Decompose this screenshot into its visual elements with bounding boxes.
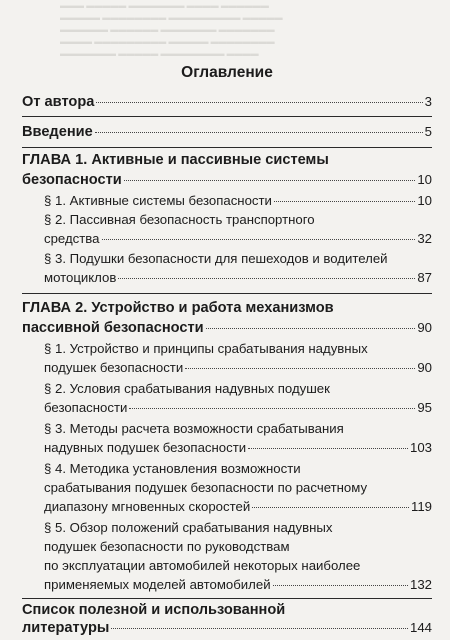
toc-ch2-section-4-line-2: срабатывания подушек безопасности по расчетному [44,480,368,495]
section-divider [22,293,432,294]
toc-chapter-1 [22,172,432,192]
toc-entry-label: безопасности [44,400,128,415]
dot-leader [118,278,415,279]
dot-leader [274,201,415,202]
toc-ch2-section-3 [44,440,432,460]
toc-ch1-section-2-line-1: § 2. Пассивная безопасность транспортного [44,212,315,227]
toc-page-number: 87 [417,270,432,285]
toc-bibliography [22,620,432,640]
dot-leader [96,102,422,103]
dot-leader [111,628,408,629]
toc-entry-label: пассивной безопасности [22,320,204,336]
toc-entry-from-author [22,94,432,114]
toc-entry-label: диапазону мгновенных скоростей [44,499,251,514]
dot-leader [273,585,408,586]
toc-page-number: 90 [417,360,432,375]
toc-ch2-section-2-line-1: § 2. Условия срабатывания надувных подушек [44,381,330,396]
toc-ch1-section-3-line-1: § 3. Подушки безопасности для пешеходов и водителей [44,251,388,266]
toc-entry-label: подушек безопасности [44,360,184,375]
section-divider [22,147,432,148]
toc-entry-label: От автора [22,94,95,110]
section-divider [22,116,432,117]
toc-page-number: 5 [424,124,432,139]
toc-entry-label: Введение [22,124,93,140]
toc-entry-label: мотоциклов [44,270,117,285]
toc-chapter-2 [22,320,432,340]
dot-leader [129,408,415,409]
toc-ch2-section-5-line-1: § 5. Обзор положений срабатывания надувных [44,520,333,535]
toc-entry-label: средства [44,231,100,246]
dot-leader [185,368,415,369]
toc-ch1-section-1 [44,193,432,213]
toc-entry-label: § 1. Активные системы безопасности [44,193,272,208]
dot-leader [206,328,416,329]
toc-entry-label: надувных подушек безопасности [44,440,247,455]
dot-leader [95,132,423,133]
toc-page-number: 144 [409,620,432,635]
toc-page-number: 10 [417,172,432,187]
toc-ch2-section-1-line-1: § 1. Устройство и принципы срабатывания надувных [44,341,368,356]
toc-bibliography-line-1: Список полезной и использованной [22,602,286,618]
section-divider [22,598,432,599]
toc-page-number: 132 [409,577,432,592]
toc-page-number: 119 [410,499,432,514]
toc-page-number: 3 [424,94,432,109]
dot-leader [124,180,416,181]
toc-entry-label: литературы [22,620,110,636]
toc-entry-introduction [22,124,432,144]
toc-title: Оглавление [181,64,273,81]
dot-leader [248,448,408,449]
toc-ch2-section-5 [44,577,432,597]
toc-ch1-section-3 [44,270,432,290]
toc-ch2-section-1 [44,360,432,380]
toc-ch2-section-5-line-3: по эксплуатации автомобилей некоторых наиболее [44,558,361,573]
toc-ch2-section-4-line-1: § 4. Методика установления возможности [44,461,301,476]
toc-entry-label: применяемых моделей автомобилей [44,577,271,592]
toc-page-number: 103 [409,440,432,455]
toc-page-number: 90 [417,320,432,335]
toc-ch2-section-5-line-2: подушек безопасности по руководствам [44,539,290,554]
toc-chapter-1-line-1: ГЛАВА 1. Активные и пассивные системы [22,152,329,168]
toc-chapter-2-line-1: ГЛАВА 2. Устройство и работа механизмов [22,300,334,316]
toc-ch2-section-3-line-1: § 3. Методы расчета возможности срабатывания [44,421,344,436]
toc-ch2-section-2 [44,400,432,420]
dot-leader [252,507,409,508]
show-through-text: ▬▬▬ ▬▬▬▬▬ ▬▬▬▬▬▬▬ ▬▬▬▬ ▬▬▬▬▬▬ ▬▬▬▬▬ ▬▬▬▬▬▬▬▬ ▬▬▬▬▬▬▬▬▬ ▬▬▬▬▬ ▬▬▬▬▬▬ ▬▬▬▬▬▬ ▬▬▬▬▬▬▬ ▬▬▬▬▬▬▬ ▬▬▬▬ ▬▬▬▬▬▬▬▬▬ ▬▬▬▬▬ ▬▬▬▬▬▬▬▬ ▬▬▬▬▬▬▬ ▬▬▬▬▬ ▬▬▬▬▬▬▬▬ ▬▬▬▬ [60,1,283,58]
toc-entry-label: безопасности [22,172,122,188]
toc-page-number: 10 [417,193,432,208]
toc-page-number: 95 [417,400,432,415]
dot-leader [102,239,416,240]
toc-ch2-section-4 [44,499,432,519]
toc-page-number: 32 [417,231,432,246]
toc-ch1-section-2 [44,231,432,251]
